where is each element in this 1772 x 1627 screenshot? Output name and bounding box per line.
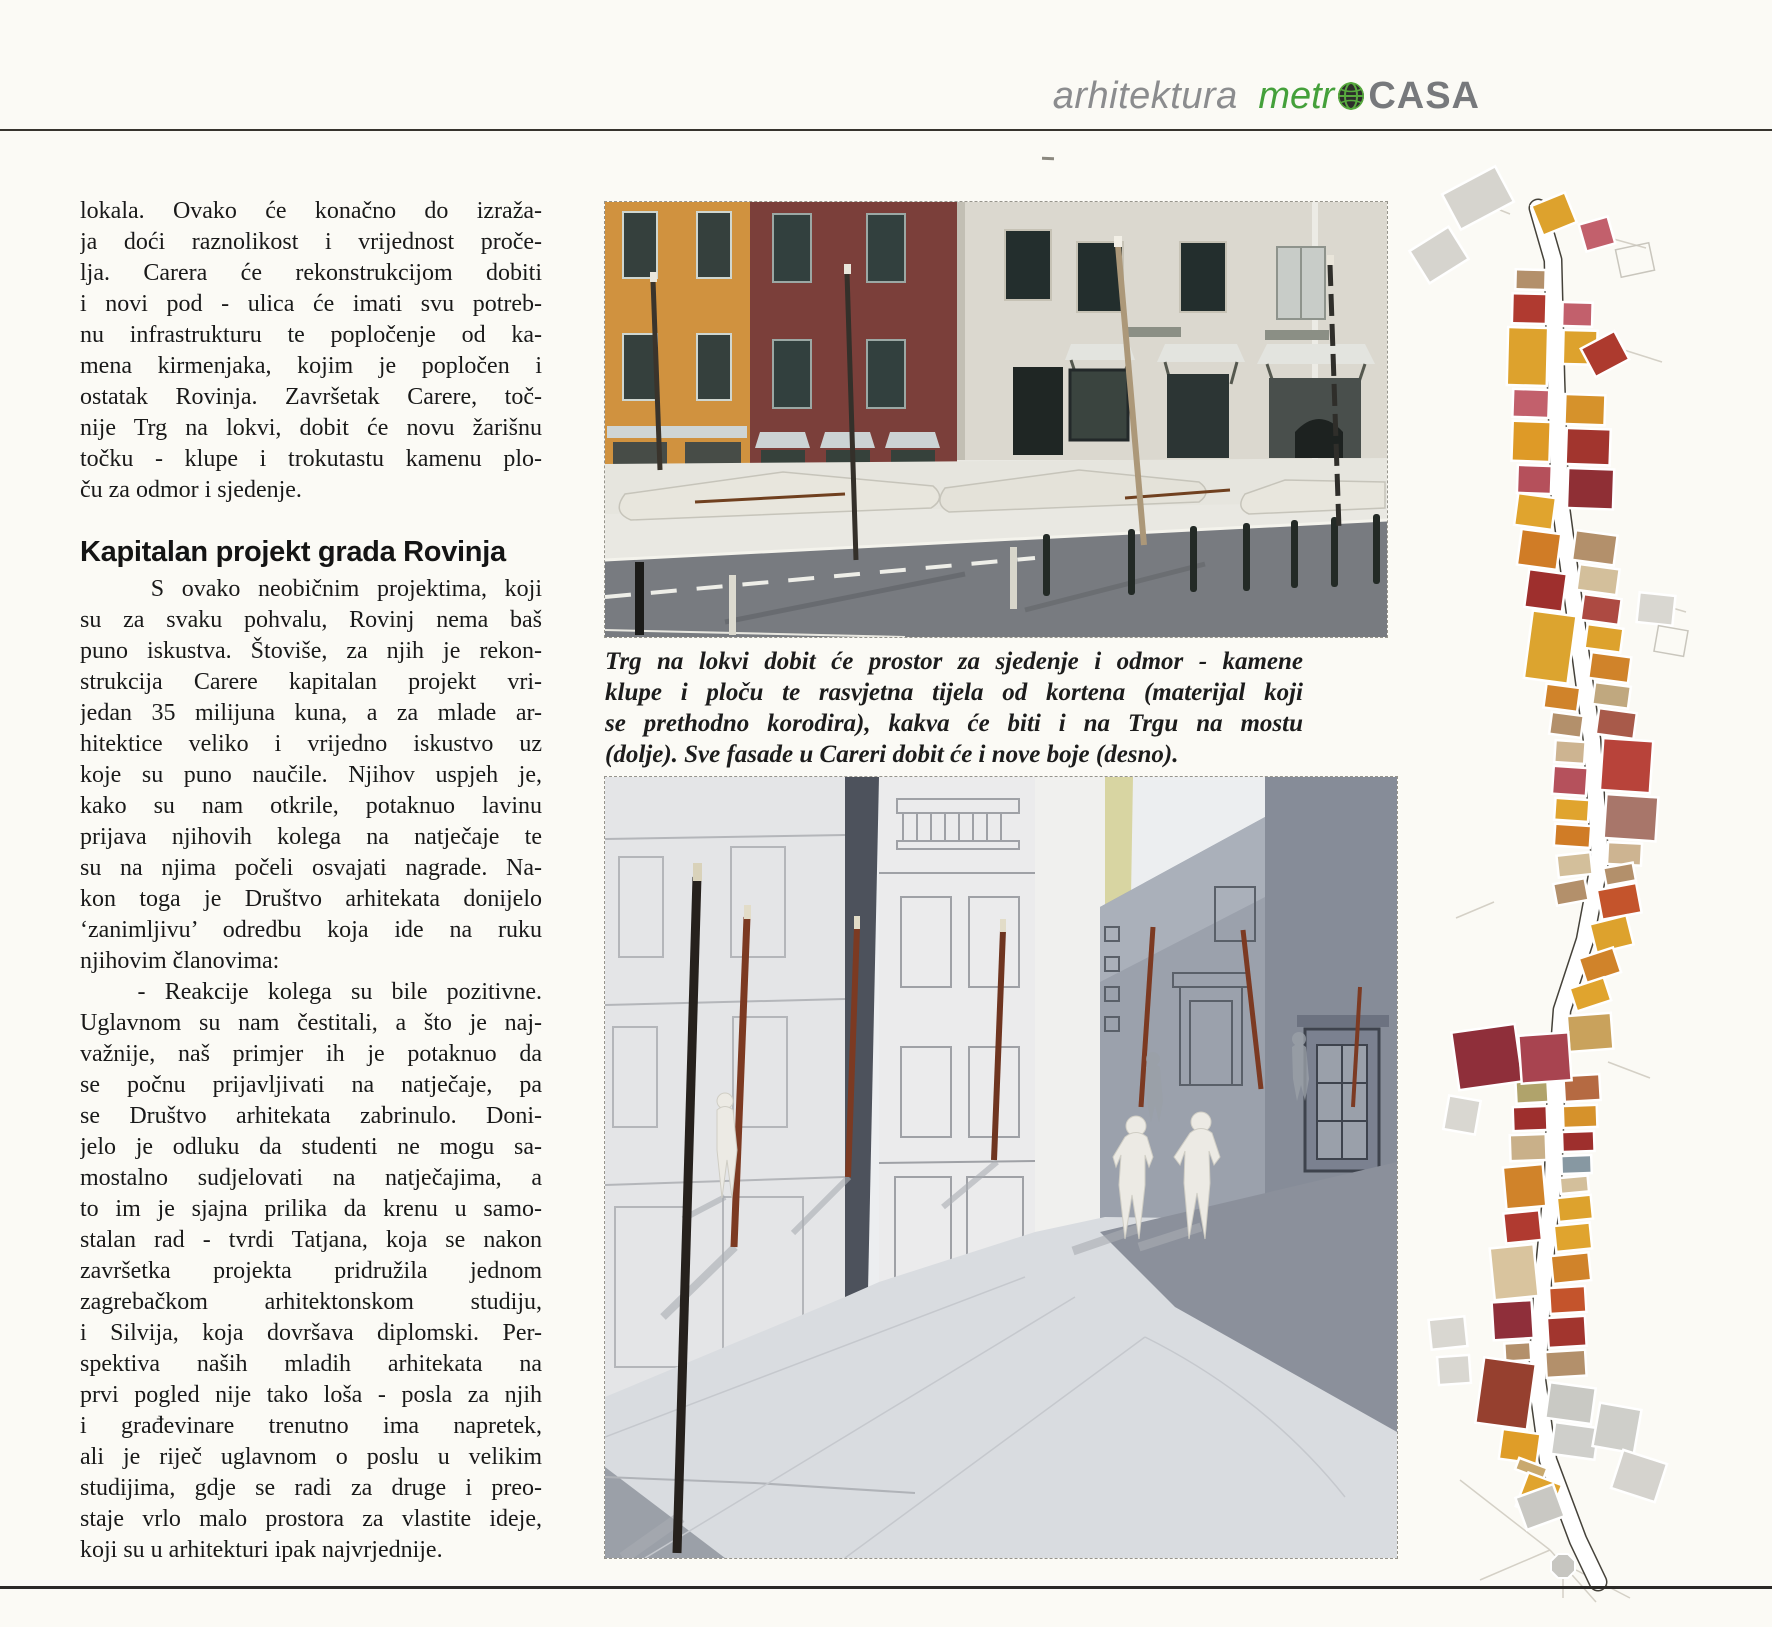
drawn-facade-center [879, 777, 1035, 1297]
text-line: ču za odmor i sjedenje. [80, 477, 302, 503]
text-line: nije Trg na lokvi, dobit će novu žarišnu [80, 415, 542, 441]
facade-parcel [1604, 794, 1659, 841]
facade-parcel [1503, 1210, 1542, 1243]
text-line: točku - klupe i trokutastu kamenu plo- [80, 446, 542, 472]
facade-parcel [1562, 1131, 1595, 1152]
photo-square-rendering [605, 202, 1387, 637]
model-illustration [605, 777, 1397, 1558]
bollard [1373, 514, 1380, 584]
facade-parcel [1517, 465, 1552, 494]
facade-parcel [1588, 652, 1631, 683]
paragraph-1 [80, 196, 542, 506]
bollard [1291, 520, 1298, 588]
facade-parcel [1549, 712, 1584, 738]
paragraph-3 [80, 977, 542, 1566]
text-line: njihovim članovima: [80, 948, 280, 974]
text-line: to im je sjajna prilika da krenu u samo- [80, 1196, 542, 1222]
facade-parcel [1512, 389, 1549, 418]
text-line: staje vrlo malo prostora za vlastite ideje, [80, 1506, 542, 1532]
facade-parcel [1511, 421, 1550, 462]
facade-parcel [1517, 529, 1561, 570]
text-line: stalan rad - tvrdi Tatjana, koja se nakon [80, 1227, 542, 1253]
text-line: su za svaku pohvalu, Rovinj nema baš [80, 607, 542, 633]
text-line: koji su u arhitekturi ipak najvrjednije. [80, 1537, 443, 1563]
text-line: spektiva naših mladih arhitekata na [80, 1351, 542, 1377]
text-line: i novi pod - ulica će imati svu potreb- [80, 291, 542, 317]
text-line: jedan 35 milijuna kuna, a za mlade ar- [80, 700, 542, 726]
facade-parcel [1549, 1286, 1586, 1314]
facade-parcel [1560, 1175, 1589, 1193]
facade-parcel [1554, 1222, 1592, 1251]
text-line: mena kirmenjaka, kojim je popločen i [80, 353, 542, 379]
facade-parcel [1557, 1195, 1593, 1222]
facade-parcel [1545, 1382, 1595, 1424]
caption-line: se prethodno korodira), kakva će biti i na Trgu na mostu [605, 710, 1303, 737]
text-line: ‘zanimljivu’ odredbu koja ide na ruku [80, 917, 542, 943]
facade-parcel [1503, 1164, 1547, 1209]
article-column [80, 196, 542, 1566]
text-line: lokala. Ovako će konačno do izraža- [80, 198, 542, 224]
facade-parcel [1451, 1024, 1522, 1090]
text-line: strukcija Carere kapitalan projekt vri- [80, 669, 542, 695]
facade-parcel [1561, 1155, 1592, 1174]
bollard [1010, 547, 1017, 609]
text-line: mostalno sudjelovati na natječajima, a [80, 1165, 542, 1191]
facade-parcel [1592, 1403, 1641, 1454]
facade-parcel [1563, 1105, 1598, 1128]
facade-parcel [1510, 1134, 1547, 1161]
facade-parcel [1637, 592, 1676, 626]
text-line: ostatak Rovinja. Završetak Carere, toč- [80, 384, 542, 410]
text-line: završetka projekta pridružila jednom [80, 1258, 542, 1284]
facade-parcel [1596, 708, 1637, 739]
stone-benches [605, 458, 1387, 520]
facade-parcel [1443, 1095, 1480, 1134]
text-line: prijava njihovih kolega na natječaje te [80, 824, 542, 850]
facade-parcel [1585, 624, 1624, 653]
facade-parcel [1552, 766, 1588, 796]
masthead [1053, 74, 1480, 122]
facade-parcel [1513, 1106, 1548, 1131]
facade-parcel [1429, 1316, 1468, 1350]
facade-parcel [1607, 842, 1642, 866]
text-line: Uglavnom su nam čestitali, a što je naj- [80, 1010, 542, 1036]
carera-facade-color-map [1400, 150, 1772, 1620]
facade-parcel [1490, 1244, 1539, 1300]
masthead-brand-prefix: metr [1258, 75, 1335, 117]
facade-parcel [1577, 564, 1620, 595]
facade-parcel [1524, 610, 1577, 683]
fountain-octagon [1551, 1554, 1575, 1578]
text-line: hitektice veliko i vrijedno iskustvo uz [80, 731, 542, 757]
facade-parcel [1475, 1357, 1535, 1429]
text-line: prvi pogled nije tako loša - posla za njih [80, 1382, 542, 1408]
header-rule [0, 129, 1772, 131]
text-line: kako su nam otkrile, potaknuo lavinu [80, 793, 542, 819]
facade-parcel [1554, 798, 1589, 822]
text-line: lja. Carera će rekonstrukcijom dobiti [80, 260, 542, 286]
facade-parcel [1611, 1450, 1667, 1502]
text-line: - Reakcije kolega su bile pozitivne. [80, 979, 542, 1005]
facade-parcel [1554, 740, 1585, 764]
bollard [1331, 517, 1338, 587]
facade-parcel [1437, 1355, 1471, 1385]
facade-parcel [1603, 863, 1636, 886]
facade-parcel [1654, 626, 1688, 657]
bright-wall [1035, 777, 1105, 1247]
facade-parcel [1564, 394, 1605, 425]
facade-parcel [1545, 1350, 1586, 1378]
paragraph-2 [80, 574, 542, 977]
masthead-section-label: arhitektura [1052, 75, 1238, 117]
facade-parcel [1553, 878, 1589, 906]
bollard [635, 562, 644, 635]
facade-parcel [1518, 1032, 1571, 1083]
facade-parcel [1492, 1300, 1534, 1340]
scan-mark [1042, 157, 1054, 160]
white-building [957, 202, 1387, 460]
facade-parcel [1409, 227, 1468, 284]
facade-parcel [1554, 824, 1591, 848]
facade-parcel [1572, 530, 1618, 565]
facade-parcel [1579, 216, 1616, 251]
text-line: ali je riječ uglavnom o poslu u velikim [80, 1444, 542, 1470]
facade-parcel [1556, 852, 1592, 878]
facade-parcel [1515, 269, 1545, 290]
text-line: koje su puno naučile. Njihov uspjeh je, [80, 762, 542, 788]
text-line: i Silvija, koja dovršava diplomski. Per- [80, 1320, 542, 1346]
facade-parcel [1566, 428, 1611, 465]
text-line: zagrebačkom arhitektonskom studiju, [80, 1289, 542, 1315]
facade-parcel [1514, 493, 1556, 530]
bottom-rule [0, 1586, 1772, 1589]
bollard [1243, 523, 1250, 591]
facade-parcel [1567, 1013, 1614, 1052]
facade-parcel [1442, 166, 1514, 229]
facade-parcel [1567, 468, 1614, 510]
text-line: ja doći raznolikost i vrijednost proče- [80, 229, 542, 255]
facade-parcel [1547, 1316, 1587, 1348]
text-line: nu infrastrukturu te popločenje od ka- [80, 322, 542, 348]
drawn-facade-left [605, 777, 845, 1397]
facade-parcel [1543, 684, 1580, 712]
facade-parcel [1551, 1252, 1592, 1284]
text-line: važnije, naš primjer ih je potaknuo da [80, 1041, 542, 1067]
text-line: i građevinare trenutno ima napretek, [80, 1413, 542, 1439]
square-rendering-illustration [605, 202, 1387, 637]
text-line: S ovako neobičnim projektima, koji [80, 576, 542, 602]
facade-parcel [1600, 738, 1653, 793]
orange-building [605, 202, 750, 464]
text-line: kon toga je Društvo arhitekata donijelo [80, 886, 542, 912]
text-line: puno iskustva. Štoviše, za njih je rekon- [80, 638, 542, 664]
text-line: se Društvo arhitekata zabrinulo. Doni- [80, 1103, 542, 1129]
section-heading: Kapitalan projekt grada Rovinja [80, 536, 506, 568]
caption-line: Trg na lokvi dobit će prostor za sjedenje i odmor - kamene [605, 648, 1303, 675]
caption-line: (dolje). Sve fasade u Careri dobit će i nove boje (desno). [605, 741, 1179, 768]
caption-line: klupe i ploču te rasvjetna tijela od kortena (materijal koji [605, 679, 1303, 706]
bollard [1128, 529, 1135, 595]
facade-parcel [1615, 243, 1654, 277]
facade-parcel [1581, 594, 1622, 625]
facade-parcel [1597, 883, 1642, 920]
text-line: studijima, gdje se radi za druge i preo- [80, 1475, 542, 1501]
facade-parcel [1504, 1342, 1531, 1362]
text-line: su na njima počeli osvajati nagrade. Na- [80, 855, 542, 881]
facade-parcel [1507, 327, 1548, 386]
text-line: se počnu prijavljivati na natječaje, pa [80, 1072, 542, 1098]
facade-parcel [1562, 302, 1593, 327]
text-line: jelo je odluku da studenti ne mogu sa- [80, 1134, 542, 1160]
bollard [1043, 534, 1050, 596]
bollard [1190, 526, 1197, 592]
masthead-brand-suffix: CASA [1368, 75, 1480, 117]
globe-icon [1335, 79, 1367, 111]
facade-parcel [1551, 1422, 1599, 1460]
facade-parcel [1592, 682, 1631, 709]
facade-parcel [1524, 569, 1567, 612]
photo-caption [605, 646, 1303, 770]
photo-model-rendering [605, 777, 1397, 1558]
bollard [729, 575, 736, 635]
facade-parcel [1512, 293, 1547, 324]
